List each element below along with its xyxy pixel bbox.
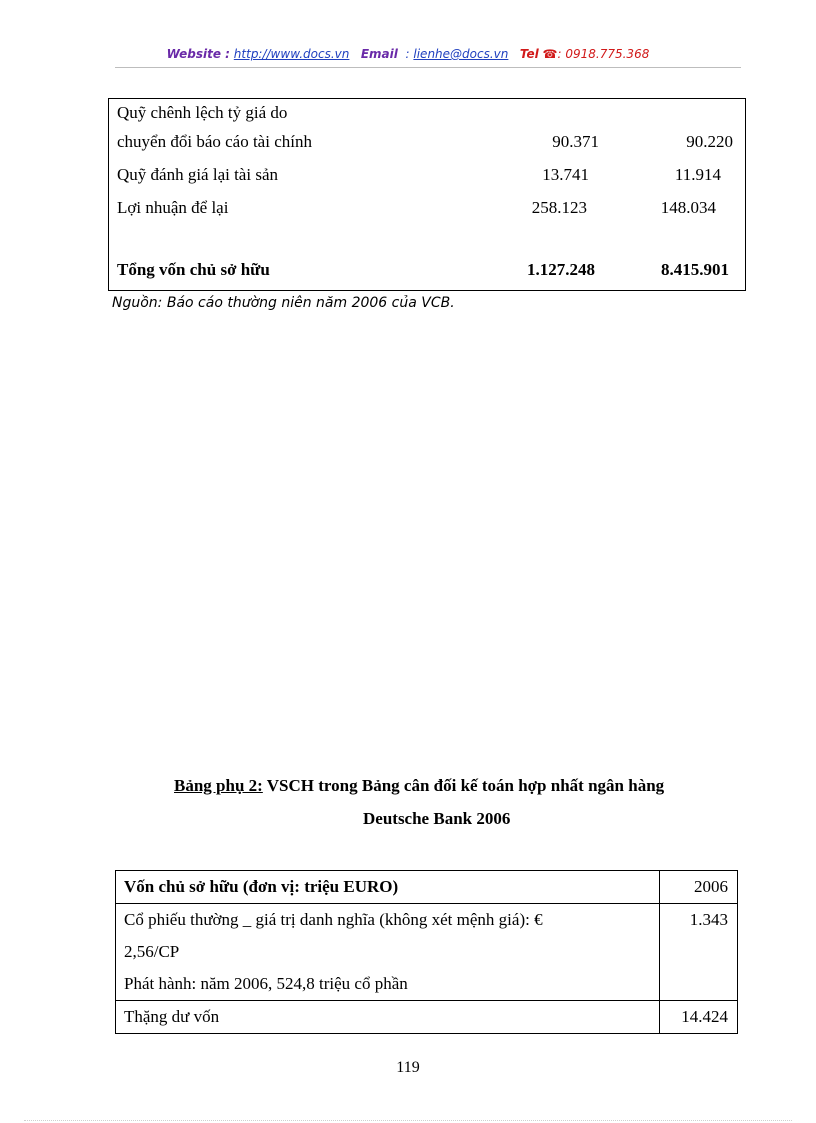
row-value-2: 148.034 [660, 198, 716, 217]
row-label: Quỹ chênh lệch tỷ giá do [117, 103, 288, 122]
page-number: 119 [396, 1059, 420, 1076]
row-label-line: Thặng dư vốn [124, 1007, 220, 1026]
website-link[interactable]: http://www.docs.vn [233, 47, 350, 61]
appendix-subtitle: Deutsche Bank 2006 [363, 809, 511, 828]
row-value-cell [660, 1001, 738, 1034]
table-row [109, 103, 745, 127]
page-header [0, 47, 816, 61]
row-label-line: Phát hành: năm 2006, 524,8 triệu cổ phần [124, 974, 408, 993]
header-divider [115, 67, 741, 68]
equity-table-deutsche-bank [115, 870, 738, 1034]
footer-divider [24, 1120, 792, 1121]
table-row [109, 198, 745, 222]
tel-label: Tel [519, 47, 539, 61]
table-row [116, 904, 738, 1001]
row-label-cell [116, 904, 660, 1001]
header-year-cell [660, 871, 738, 904]
table-row [109, 132, 745, 156]
row-value: 1.343 [689, 910, 728, 929]
row-value-1: 13.741 [542, 165, 589, 184]
row-value: 14.424 [681, 1007, 728, 1026]
row-value-2: 90.220 [686, 132, 733, 151]
total-value-2: 8.415.901 [661, 260, 729, 279]
row-label-line: 2,56/CP [124, 942, 180, 961]
table-row [109, 165, 745, 189]
row-label-line: Cổ phiếu thường _ giá trị danh nghĩa (không xét mệnh giá): € [124, 910, 543, 929]
row-value-cell [660, 904, 738, 1001]
appendix-title-prefix: Bảng phụ 2: [174, 776, 263, 795]
phone-number: : 0918.775.368 [557, 47, 650, 61]
row-label: Quỹ đánh giá lại tài sản [117, 165, 278, 184]
email-separator: : [405, 47, 410, 61]
header-year: 2006 [694, 877, 728, 896]
appendix-title [174, 776, 664, 796]
row-label: chuyển đổi báo cáo tài chính [117, 132, 312, 151]
row-label: Lợi nhuận để lại [117, 198, 229, 217]
row-label-cell [116, 1001, 660, 1034]
table-header-row [116, 871, 738, 904]
row-value-2: 11.914 [674, 165, 721, 184]
website-label: Website : [166, 47, 230, 61]
email-label: Email [360, 47, 398, 61]
phone-icon: ☎ [542, 47, 558, 61]
total-row [109, 260, 745, 284]
total-label: Tổng vốn chủ sở hữu [117, 260, 270, 279]
table-row [116, 1001, 738, 1034]
total-value-1: 1.127.248 [527, 260, 595, 279]
equity-table-vcb [108, 98, 746, 291]
source-note: Nguồn: Báo cáo thường niên năm 2006 của VCB. [112, 295, 455, 311]
row-value-1: 90.371 [552, 132, 599, 151]
header-label: Vốn chủ sở hữu (đơn vị: triệu EURO) [124, 877, 399, 896]
email-link[interactable]: lienhe@docs.vn [413, 47, 509, 61]
appendix-title-text: VSCH trong Bảng cân đối kế toán hợp nhất ngân hàng [262, 776, 665, 795]
header-label-cell [116, 871, 660, 904]
row-value-1: 258.123 [531, 198, 587, 217]
